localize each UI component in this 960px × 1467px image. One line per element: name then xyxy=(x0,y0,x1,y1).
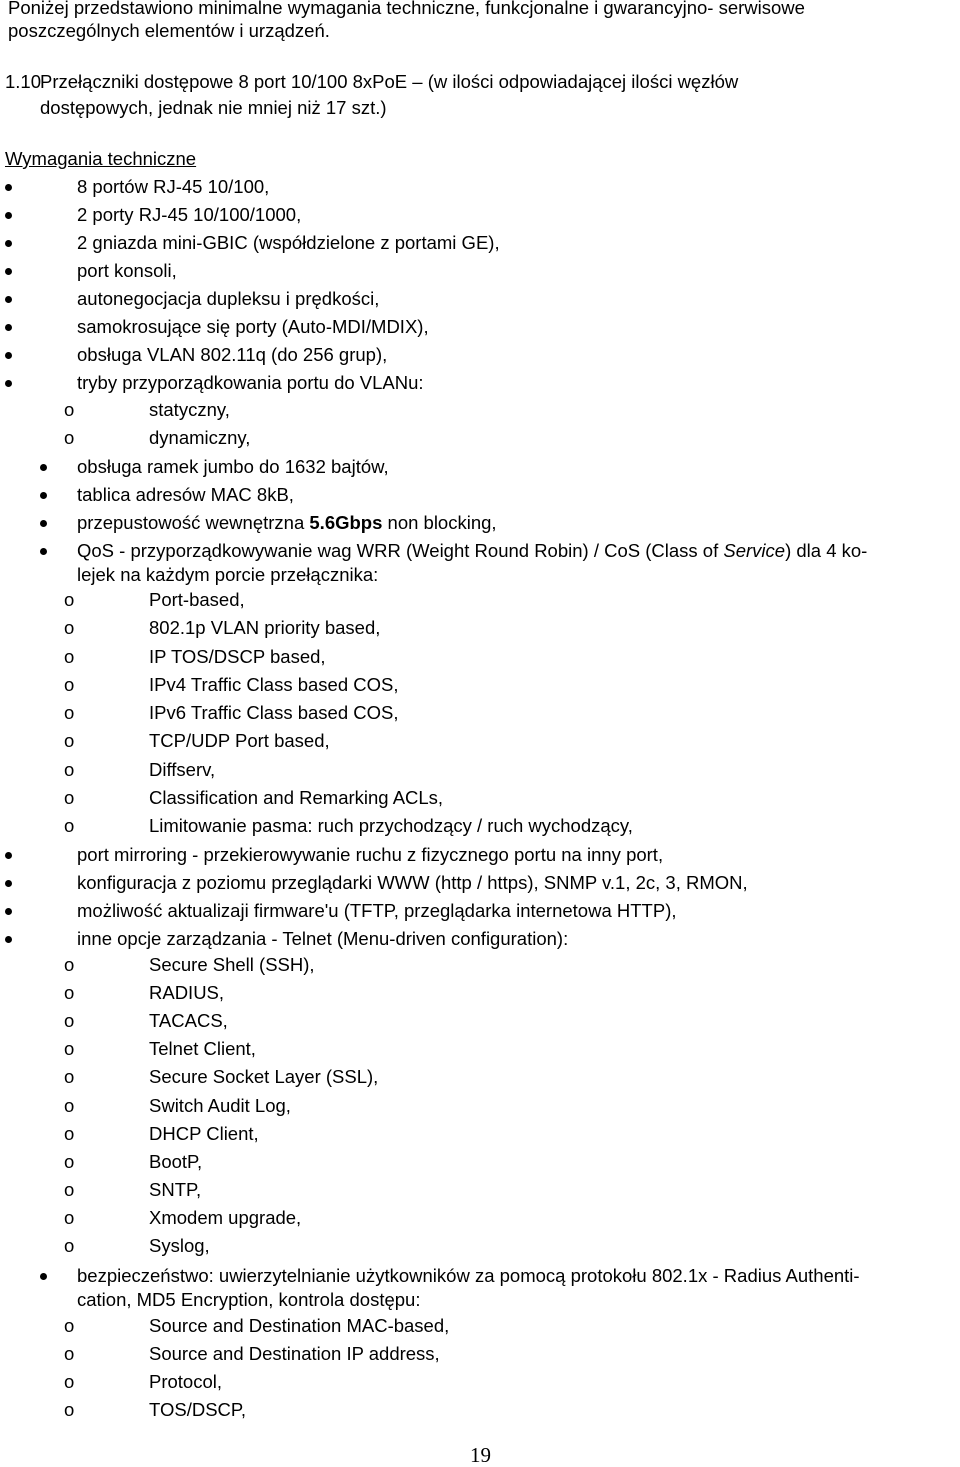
qos-pre: QoS - przyporządkowywanie wag WRR (Weight Round Robin) / CoS (Class of xyxy=(77,540,724,561)
bullet-icon xyxy=(5,268,12,275)
intro-line-1: Poniżej przedstawiono minimalne wymagania techniczne, funkcjonalne i gwarancyjno- serwisowe xyxy=(8,0,805,18)
circle-bullet-icon: o xyxy=(64,1371,75,1392)
circle-bullet-icon: o xyxy=(64,982,75,1003)
section-title-line-1: Przełączniki dostępowe 8 port 10/100 8xPoE – (w ilości odpowiadającej ilości węzłów xyxy=(40,71,739,92)
bullet-icon xyxy=(5,908,12,915)
circle-bullet-icon: o xyxy=(64,1123,75,1144)
circle-bullet-icon: o xyxy=(64,702,75,723)
bullet-icon xyxy=(5,240,12,247)
circle-bullet-icon: o xyxy=(64,1207,75,1228)
circle-bullet-icon: o xyxy=(64,730,75,751)
sub-list-item: TACACS, xyxy=(149,1010,228,1031)
list-item: 2 gniazda mini-GBIC (współdzielone z portami GE), xyxy=(77,232,500,253)
circle-bullet-icon: o xyxy=(64,954,75,975)
circle-bullet-icon: o xyxy=(64,1343,75,1364)
sub-list-item: Classification and Remarking ACLs, xyxy=(149,787,444,808)
sub-list-item: Limitowanie pasma: ruch przychodzący / ruch wychodzący, xyxy=(149,815,633,836)
list-item: samokrosujące się porty (Auto-MDI/MDIX), xyxy=(77,316,429,337)
list-item-security: bezpieczeństwo: uwierzytelnianie użytkowników za pomocą protokołu 802.1x - Radius Authenti- xyxy=(77,1265,860,1286)
circle-bullet-icon: o xyxy=(64,617,75,638)
sub-list-item: Telnet Client, xyxy=(149,1038,256,1059)
sub-list-item: IPv6 Traffic Class based COS, xyxy=(149,702,399,723)
bullet-icon xyxy=(5,324,12,331)
sub-list-item: Protocol, xyxy=(149,1371,223,1392)
circle-bullet-icon: o xyxy=(64,427,75,448)
sub-list-item: TCP/UDP Port based, xyxy=(149,730,330,751)
circle-bullet-icon: o xyxy=(64,1095,75,1116)
bullet-icon xyxy=(40,520,47,527)
circle-bullet-icon: o xyxy=(64,1151,75,1172)
bullet-icon xyxy=(5,936,12,943)
sub-list-item: Syslog, xyxy=(149,1235,210,1256)
bullet-icon xyxy=(5,184,12,191)
sub-list-item: dynamiczny, xyxy=(149,427,251,448)
bullet-icon xyxy=(5,352,12,359)
circle-bullet-icon: o xyxy=(64,1179,75,1200)
circle-bullet-icon: o xyxy=(64,399,75,420)
sub-list-item: TOS/DSCP, xyxy=(149,1399,246,1420)
list-item: autonegocjacja dupleksu i prędkości, xyxy=(77,288,380,309)
circle-bullet-icon: o xyxy=(64,815,75,836)
sub-list-item: Secure Socket Layer (SSL), xyxy=(149,1066,379,1087)
circle-bullet-icon: o xyxy=(64,759,75,780)
bullet-icon xyxy=(40,464,47,471)
list-item: obsługa ramek jumbo do 1632 bajtów, xyxy=(77,456,389,477)
list-item-qos xyxy=(77,540,867,562)
sub-list-item: Source and Destination MAC-based, xyxy=(149,1315,450,1336)
list-item: możliwość aktualizaji firmware'u (TFTP, przeglądarka internetowa HTTP), xyxy=(77,900,677,921)
sub-list-item: Switch Audit Log, xyxy=(149,1095,291,1116)
bullet-icon xyxy=(40,1273,47,1280)
circle-bullet-icon: o xyxy=(64,1010,75,1031)
qos-post: ) dla 4 ko- xyxy=(785,540,868,561)
sub-list-item: IPv4 Traffic Class based COS, xyxy=(149,674,399,695)
list-item: 2 porty RJ-45 10/100/1000, xyxy=(77,204,302,225)
bullet-icon xyxy=(40,548,47,555)
circle-bullet-icon: o xyxy=(64,589,75,610)
sub-list-item: Xmodem upgrade, xyxy=(149,1207,302,1228)
sub-list-item: DHCP Client, xyxy=(149,1123,259,1144)
bullet-icon xyxy=(40,492,47,499)
bullet-icon xyxy=(5,852,12,859)
list-item: tryby przyporządkowania portu do VLANu: xyxy=(77,372,424,393)
sub-list-item: Secure Shell (SSH), xyxy=(149,954,315,975)
sub-list-item: BootP, xyxy=(149,1151,203,1172)
bullet-icon xyxy=(5,296,12,303)
qos-italic: Service xyxy=(723,540,786,561)
circle-bullet-icon: o xyxy=(64,646,75,667)
bullet-icon xyxy=(5,380,12,387)
list-item-security-line-2: cation, MD5 Encryption, kontrola dostępu: xyxy=(77,1289,421,1310)
list-item: obsługa VLAN 802.11q (do 256 grup), xyxy=(77,344,388,365)
bullet-icon xyxy=(5,212,12,219)
requirements-heading: Wymagania techniczne xyxy=(5,148,197,169)
intro-line-2: poszczególnych elementów i urządzeń. xyxy=(8,20,330,41)
sub-list-item: Source and Destination IP address, xyxy=(149,1343,440,1364)
page-number: 19 xyxy=(470,1443,491,1467)
list-item-qos-line-2: lejek na każdym porcie przełącznika: xyxy=(77,564,379,585)
list-item: 8 portów RJ-45 10/100, xyxy=(77,176,270,197)
sub-list-item: Diffserv, xyxy=(149,759,216,780)
list-item: inne opcje zarządzania - Telnet (Menu-driven configuration): xyxy=(77,928,569,949)
list-item: konfiguracja z poziomu przeglądarki WWW (http / https), SNMP v.1, 2c, 3, RMON, xyxy=(77,872,748,893)
circle-bullet-icon: o xyxy=(64,1399,75,1420)
list-item: port mirroring - przekierowywanie ruchu z fizycznego portu na inny port, xyxy=(77,844,664,865)
sub-list-item: 802.1p VLAN priority based, xyxy=(149,617,381,638)
sub-list-item: Port-based, xyxy=(149,589,245,610)
section-title-line-2: dostępowych, jednak nie mniej niż 17 szt.) xyxy=(40,97,387,118)
circle-bullet-icon: o xyxy=(64,674,75,695)
circle-bullet-icon: o xyxy=(64,787,75,808)
circle-bullet-icon: o xyxy=(64,1235,75,1256)
sub-list-item: statyczny, xyxy=(149,399,230,420)
list-item-throughput xyxy=(77,512,497,534)
list-item: tablica adresów MAC 8kB, xyxy=(77,484,294,505)
list-item: port konsoli, xyxy=(77,260,177,281)
circle-bullet-icon: o xyxy=(64,1315,75,1336)
sub-list-item: IP TOS/DSCP based, xyxy=(149,646,326,667)
throughput-value: 5.6Gbps xyxy=(309,512,383,533)
bullet-icon xyxy=(5,880,12,887)
circle-bullet-icon: o xyxy=(64,1038,75,1059)
section-number: 1.10 xyxy=(5,71,42,92)
sub-list-item: RADIUS, xyxy=(149,982,225,1003)
circle-bullet-icon: o xyxy=(64,1066,75,1087)
throughput-post: non blocking, xyxy=(382,512,497,533)
throughput-pre: przepustowość wewnętrzna xyxy=(77,512,310,533)
sub-list-item: SNTP, xyxy=(149,1179,202,1200)
